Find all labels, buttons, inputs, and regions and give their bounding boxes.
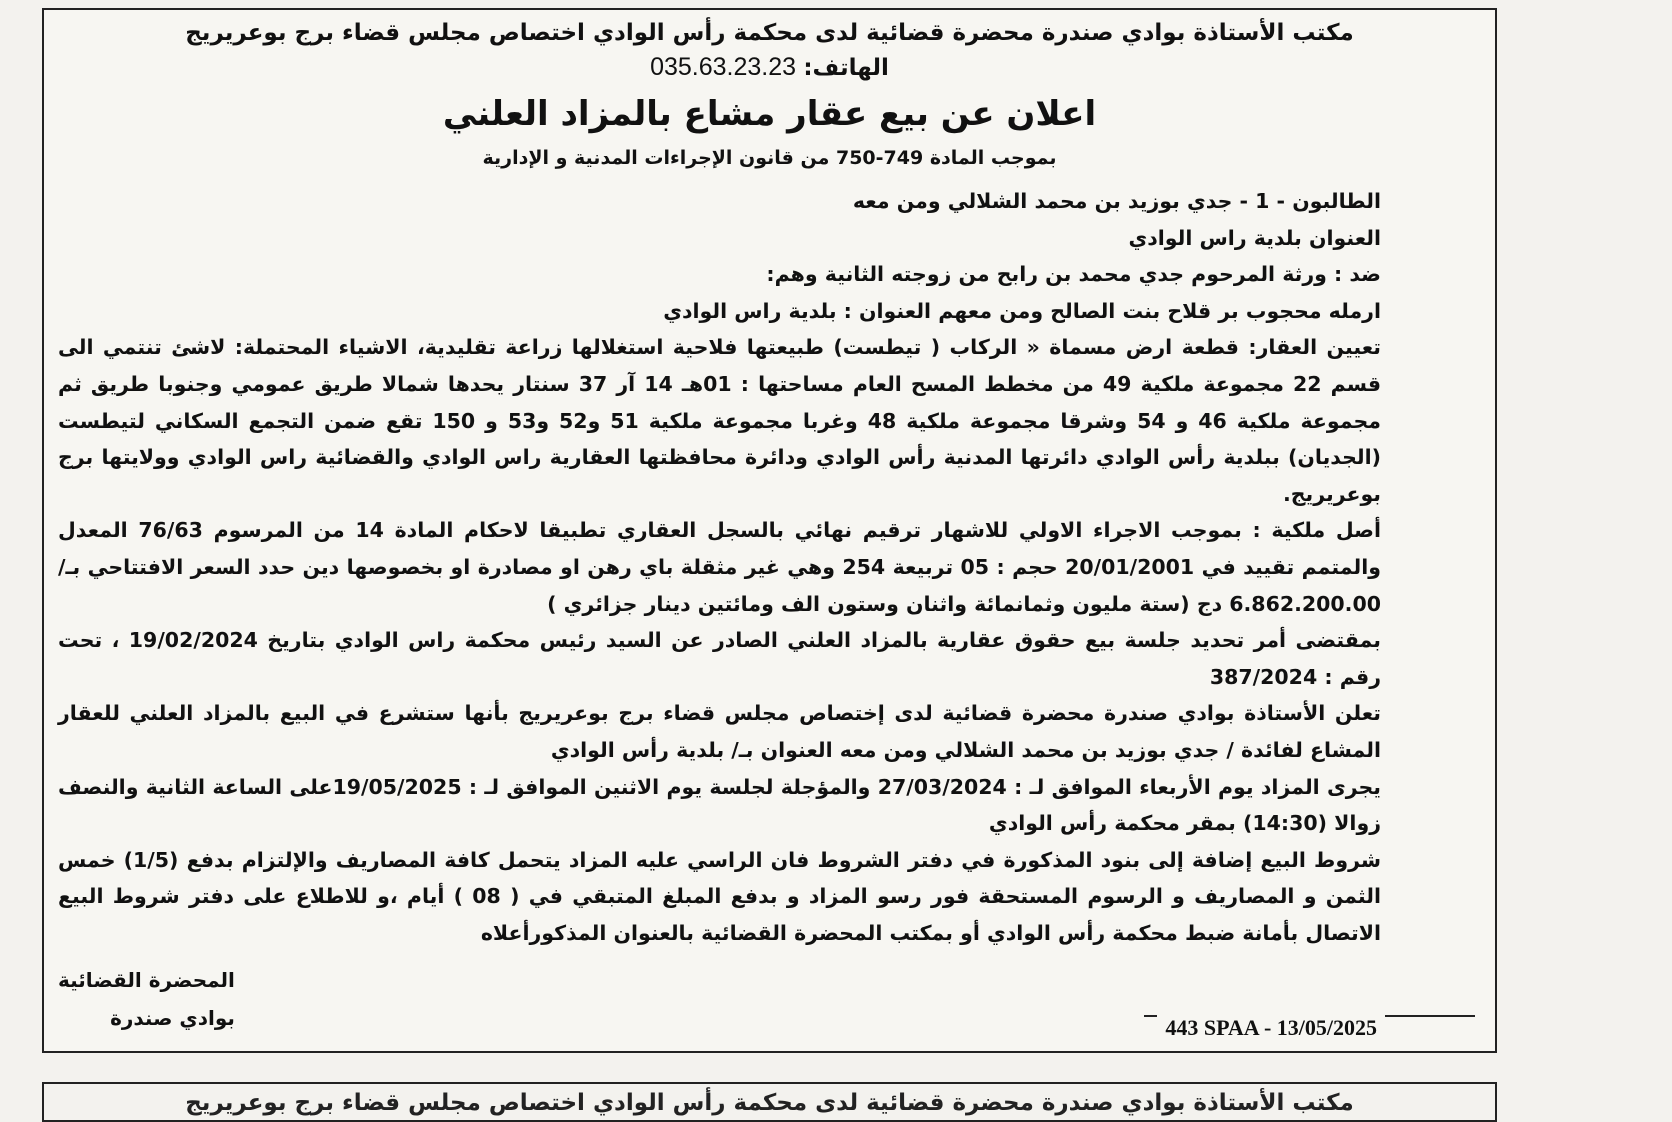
phone-number: 035.63.23.23: [650, 53, 797, 81]
notice-subtitle: بموجب المادة 749-750 من قانون الإجراءات المدنية و الإدارية: [482, 147, 1057, 169]
legal-notice: [42, 8, 1497, 1053]
signature-block: [58, 961, 235, 1037]
paragraph-property-description: تعيين العقار: قطعة ارض مسماة « الركاب ( تيطست) طبيعتها فلاحية استغلالها زراعة تقليدية، الاشياء المحتملة: لاشئ تنتمي الى قسم 22 مجموعة ملكية 49 من مخطط المسح العام مساحتها : 01هـ 14 آر 37 سنتار يحدها شمالا طريق عمومي وجنوبا طريق ثم مجموعة ملكية 46 و 54 وشرقا مجموعة ملكية 48 وغربا مجموعة ملكية 51 و52 و53 و 150 تقع ضمن التجمع السكاني لتيطست (الجديان) ببلدية رأس الوادي دائرتها المدنية رأس الوادي ودائرة محافظتها العقارية راس الوادي والقضائية راس الوادي وولايتها برج بوعريريج.: [58, 335, 1381, 506]
signature-name: بوادي صندرة: [110, 1006, 235, 1030]
paragraph-ownership-origin: أصل ملكية : بموجب الاجراء الاولي للاشهار ترقيم نهائي بالسجل العقاري تطبيقا لاحكام المادة 14 من المرسوم 76/63 المعدل والمتمم تقييد في 20/01/2001 حجم : 05 تربيعة 254 وهي غير مثقلة باي رهن او مصادرة او بخصوصها دين حدد السعر الافتتاحي بـ/ 6.862.200.00 دج (ستة مليون وثمانمائة واثنان وستون الف ومائتين دينار جزائري ): [58, 518, 1381, 616]
paragraph-claimants: الطالبون - 1 - جدي بوزيد بن محمد الشلالي ومن معه: [852, 189, 1381, 213]
phone-line: [58, 50, 1481, 85]
notice-title: اعلان عن بيع عقار مشاع بالمزاد العلني: [442, 94, 1097, 134]
paragraph-court-order: بمقتضى أمر تحديد جلسة بيع حقوق عقارية بالمزاد العلني الصادر عن السيد رئيس محكمة راس الوادي بتاريخ 19/02/2024 ، تحت رقم : 387/2024: [58, 628, 1381, 689]
paragraph-claimants-address: العنوان بلدية راس الوادي: [1128, 225, 1381, 250]
next-notice-header: مكتب الأستاذة بوادي صندرة محضرة قضائية لدى محكمة رأس الوادي اختصاص مجلس قضاء برج بوعريريج: [185, 1090, 1354, 1116]
office-header: مكتب الأستاذة بوادي صندرة محضرة قضائية لدى محكمة رأس الوادي اختصاص مجلس قضاء برج بوعريريج: [185, 20, 1354, 46]
phone-label: الهاتف:: [803, 55, 889, 81]
next-notice-fragment: [42, 1082, 1497, 1122]
footer-reference: 443 SPAA - 13/05/2025: [1157, 1015, 1385, 1041]
notice-body: [58, 14, 1481, 1003]
paragraph-announcement: تعلن الأستاذة بوادي صندرة محضرة قضائية لدى إختصاص مجلس قضاء برج بوعريريج بأنها ستشرع في البيع بالمزاد العلني للعقار المشاع لفائدة / جدي بوزيد بن محمد الشلالي ومن معه العنوان بـ/ بلدية رأس الوادي: [58, 701, 1381, 762]
signature-role: المحضرة القضائية: [58, 968, 235, 992]
paragraph-sale-conditions: شروط البيع إضافة إلى بنود المذكورة في دفتر الشروط فان الراسي عليه المزاد يتحمل كافة المصاريف والإلتزام بدفع (1/5) خمس الثمن و المصاريف و الرسوم المستحقة فور رسو المزاد و بدفع المبلغ المتبقي في ( 08 ) أيام ،و للاطلاع على دفتر شروط البيع الاتصال بأمانة ضبط محكمة رأس الوادي أو بمكتب المحضرة القضائية بالعنوان المذكورأعلاه: [58, 847, 1382, 945]
paragraph-defendants-address: ارمله محجوب بر قلاح بنت الصالح ومن معهم العنوان : بلدية راس الوادي: [663, 298, 1381, 323]
paragraph-defendants: ضد : ورثة المرحوم جدي محمد بن رابح من زوجته الثانية وهم:: [766, 262, 1381, 287]
paragraph-auction-date: يجرى المزاد يوم الأربعاء الموافق لـ : 27/03/2024 والمؤجلة لجلسة يوم الاثنين الموافق لـ : 19/05/2025على الساعة الثانية والنصف زوالا (14:30) بمقر محكمة رأس الوادي: [58, 774, 1382, 836]
